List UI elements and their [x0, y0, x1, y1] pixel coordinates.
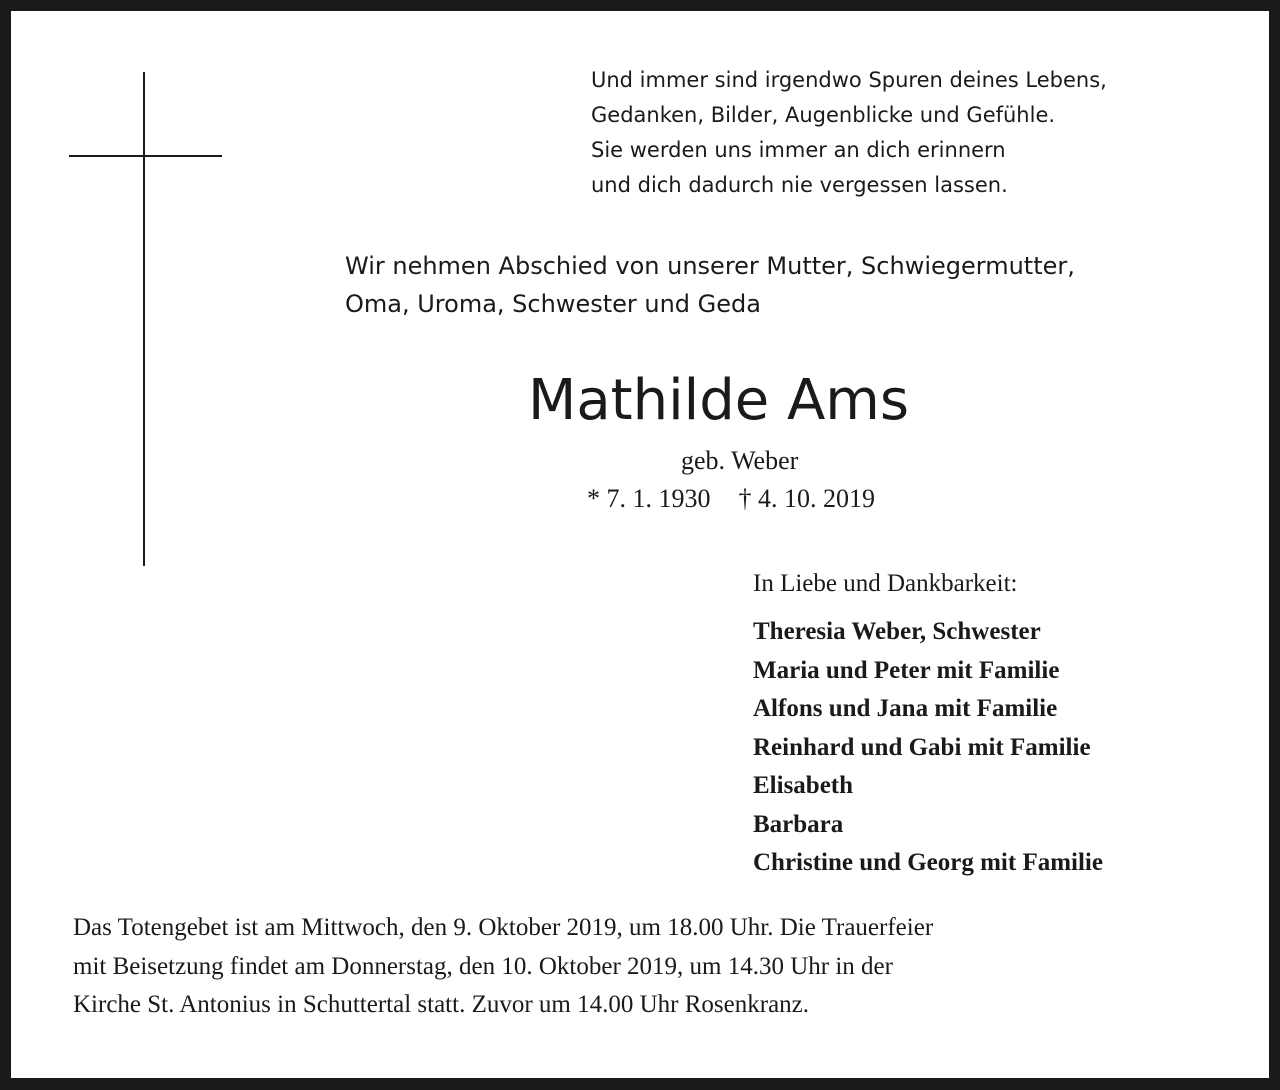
- poem-line: und dich dadurch nie vergessen lassen.: [591, 173, 1008, 197]
- farewell-intro: [345, 247, 1075, 323]
- death-date: † 4. 10. 2019: [738, 484, 875, 513]
- list-item: Elisabeth: [753, 772, 854, 799]
- list-item: Christine und Georg mit Familie: [753, 849, 1103, 876]
- deceased-name: Mathilde Ams: [528, 368, 910, 433]
- maiden-name: geb. Weber: [681, 446, 799, 475]
- list-item: Alfons und Jana mit Familie: [753, 695, 1058, 722]
- poem-line: Gedanken, Bilder, Augenblicke und Gefühle.: [591, 103, 1056, 127]
- life-dates: [587, 483, 875, 515]
- poem-line: Und immer sind irgendwo Spuren deines Lebens,: [591, 68, 1107, 92]
- list-item: Barbara: [753, 810, 844, 838]
- mourners-list: [753, 613, 1103, 883]
- list-item: Maria und Peter mit Familie: [753, 656, 1060, 684]
- intro-line: Oma, Uroma, Schwester und Geda: [345, 290, 761, 318]
- list-item: Reinhard und Gabi mit Familie: [753, 733, 1091, 761]
- poem-line: Sie werden uns immer an dich erinnern: [591, 138, 1006, 162]
- obituary-notice: [11, 11, 1269, 1078]
- list-item: Theresia Weber, Schwester: [753, 618, 1041, 645]
- mourners-heading: In Liebe und Dankbarkeit:: [753, 570, 1018, 597]
- service-info: [73, 909, 1208, 1025]
- birth-date: * 7. 1. 1930: [587, 484, 711, 513]
- service-line: Das Totengebet ist am Mittwoch, den 9. Oktober 2019, um 18.00 Uhr. Die Trauerfeier: [73, 914, 934, 941]
- service-line: Kirche St. Antonius in Schuttertal statt. Zuvor um 14.00 Uhr Rosenkranz.: [73, 991, 810, 1018]
- cross-vertical-bar: [143, 72, 145, 566]
- cross-horizontal-bar: [69, 155, 222, 157]
- intro-line: Wir nehmen Abschied von unserer Mutter, Schwiegermutter,: [345, 252, 1075, 280]
- memorial-poem: [591, 63, 1107, 203]
- service-line: mit Beisetzung findet am Donnerstag, den 10. Oktober 2019, um 14.30 Uhr in der: [73, 952, 893, 980]
